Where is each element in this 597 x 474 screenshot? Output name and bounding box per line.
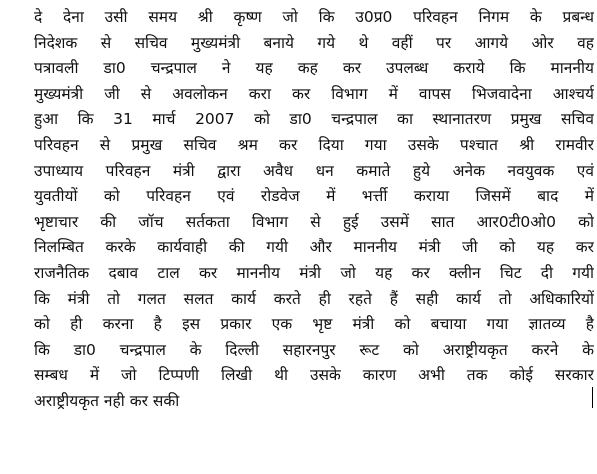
text-line-1: दे देना उसी समय श्री कृष्ण जो कि उ0प्र0 परिवहन निगम के प्रबन्ध	[34, 8, 594, 26]
text-line-15: सम्बध में जो टिप्पणी लिखी थी उसके कारण अभी तक कोई सरकार	[34, 366, 594, 385]
text-line-4: मुख्यमंत्री जी से अवलोकन करा कर विभाग में वापस भिजवादेना आश्चर्य	[34, 84, 594, 103]
document-body	[34, 5, 594, 415]
text-line-9: भृष्टाचार की जॉच सर्तकता विभाग से हुई उसमें सात आर0टी0ओ0 को	[34, 212, 594, 231]
text-line-8: युवतीयों को परिवहन एवं रोडवेज में भर्त्ती कराया जिसमें बाद में	[34, 187, 594, 206]
text-cursor	[592, 387, 593, 408]
text-line-2: निदेशक से सचिव मुख्यमंत्री बनाये गये थे वहीं पर आगये ओर वह	[34, 33, 594, 52]
text-line-5: हुआ कि 31 मार्च 2007 को डा0 चन्द्रपाल का स्थानातरण प्रमुख सचिव	[34, 110, 594, 129]
text-line-7: उपाध्याय परिवहन मंत्री द्वारा अवैध धन कमाते हुये अनेक नवयुवक एवं	[34, 161, 594, 180]
text-line-16: अराष्ट्रीयकृत नही कर सकी	[34, 391, 180, 410]
text-line-12: कि मंत्री तो गलत सलत कार्य करते ही रहते हैं सही कार्य तो अधिकारियों	[34, 289, 594, 308]
text-line-13: को ही करना है इस प्रकार एक भृष्ट मंत्री को बचाया गया ज्ञातव्य है	[34, 315, 594, 334]
text-line-3: पत्रावली डा0 चन्द्रपाल ने यह कह कर उपलब्ध कराये कि माननीय	[34, 59, 594, 78]
text-line-6: परिवहन से प्रमुख सचिव श्रम कर दिया गया उसके पश्चात श्री रामवीर	[34, 135, 594, 154]
text-line-11: राजनैतिक दबाव टाल कर माननीय मंत्री जो यह कर क्लीन चिट दी गयी	[34, 263, 594, 282]
text-line-10: निलम्बित करके कार्यवाही की गयी और माननीय मंत्री जी को यह कर	[34, 238, 594, 257]
text-line-14: कि डा0 चन्द्रपाल के दिल्ली सहारनपुर रूट को अराष्ट्रीयकृत करने के	[34, 340, 594, 359]
